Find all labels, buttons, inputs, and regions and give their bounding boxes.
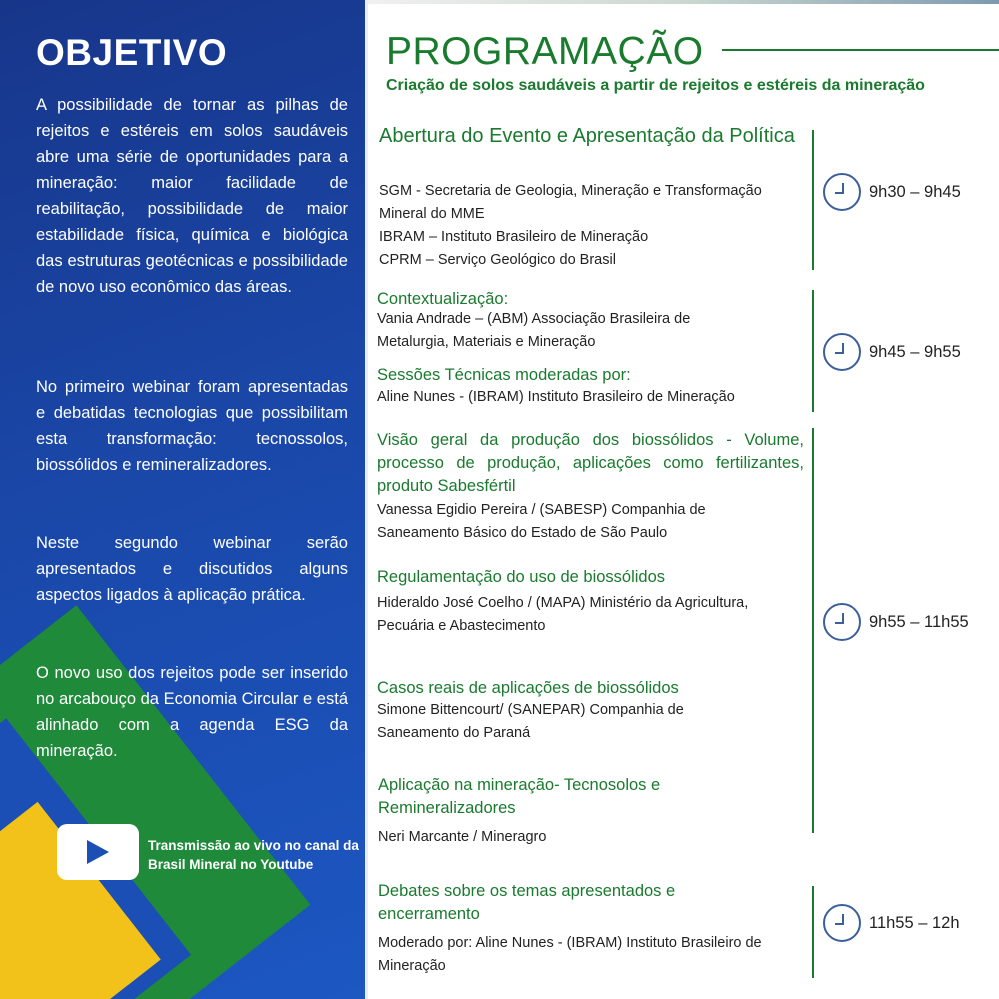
schedule-item-detail: Vania Andrade – (ABM) Associação Brasileira de Metalurgia, Materiais e Mineração — [377, 311, 691, 350]
clock-icon — [823, 603, 861, 641]
schedule-item-heading: Abertura do Evento e Apresentação da Política — [379, 125, 795, 147]
time-label: 11h55 – 12h — [869, 913, 960, 932]
programacao-title: PROGRAMAÇÃO — [386, 30, 704, 73]
title-rule — [722, 49, 999, 51]
schedule-item-detail: SGM - Secretaria de Geologia, Mineração e Transformação Mineral do MME — [379, 183, 762, 222]
time-slot-2 — [823, 333, 961, 371]
youtube-stream-text[interactable]: Transmissão ao vivo no canal da Brasil Mineral no Youtube — [148, 838, 359, 872]
programacao-subtitle: Criação de solos saudáveis a partir de rejeitos e estéreis da mineração — [386, 77, 925, 94]
schedule-item-detail: IBRAM – Instituto Brasileiro de Mineração — [379, 229, 649, 245]
time-slot-1 — [823, 173, 961, 211]
clock-icon — [823, 904, 861, 942]
time-label: 9h45 – 9h55 — [869, 342, 961, 361]
objetivo-paragraph-4: O novo uso dos rejeitos pode ser inserido no arcabouço da Economia Circular e está alinhado com a agenda ESG da mineração. — [36, 664, 348, 760]
schedule-item-detail: Neri Marcante / Mineragro — [378, 829, 547, 845]
schedule-item-heading: Casos reais de aplicações de biossólidos — [377, 679, 679, 697]
top-photo-strip — [368, 0, 999, 4]
clock-icon — [823, 173, 861, 211]
schedule-item-detail: Hideraldo José Coelho / (MAPA) Ministério da Agricultura, Pecuária e Abastecimento — [377, 595, 749, 634]
schedule-item-detail: Vanessa Egidio Pereira / (SABESP) Companhia de Saneamento Básico do Estado de São Paulo — [377, 502, 706, 541]
schedule-item-detail: Moderado por: Aline Nunes - (IBRAM) Instituto Brasileiro de Mineração — [378, 935, 762, 974]
youtube-play-icon — [85, 838, 111, 866]
objetivo-paragraph-2: No primeiro webinar foram apresentadas e debatidas tecnologias que possibilitam esta transformação: tecnossolos, biossólidos e remineralizadores. — [36, 378, 348, 474]
schedule-item-heading: Aplicação na mineração- Tecnosolos e Remineralizadores — [378, 776, 661, 817]
timeline-line-4 — [812, 886, 814, 978]
time-label: 9h55 – 11h55 — [869, 612, 969, 631]
schedule-item-heading: Debates sobre os temas apresentados e encerramento — [378, 882, 676, 923]
timeline-line-3 — [812, 428, 814, 833]
schedule-item-detail: CPRM – Serviço Geológico do Brasil — [379, 252, 616, 268]
time-label: 9h30 – 9h45 — [869, 182, 961, 201]
time-slot-3 — [823, 603, 969, 641]
time-slot-4 — [823, 904, 960, 942]
objetivo-paragraph-3: Neste segundo webinar serão apresentados e discutidos alguns aspectos ligados à aplicação prática. — [36, 534, 348, 604]
clock-icon — [823, 333, 861, 371]
schedule-item-heading: Contextualização: — [377, 290, 509, 308]
schedule-item-detail: Aline Nunes - (IBRAM) Instituto Brasileiro de Mineração — [377, 389, 735, 405]
schedule-item-detail: Simone Bittencourt/ (SANEPAR) Companhia de Saneamento do Paraná — [377, 702, 684, 741]
youtube-play-button[interactable] — [57, 824, 139, 880]
objetivo-paragraph-1: A possibilidade de tornar as pilhas de rejeitos e estéreis em solos saudáveis abre uma série de oportunidades para a mineração: maior facilidade de reabilitação, possibilidade de maior estabilidade física, química e biológica das estruturas geotécnicas e possibilidade de novo uso econômico das áreas. — [36, 96, 348, 296]
timeline-line-2 — [812, 290, 814, 412]
schedule-item-heading: Regulamentação do uso de biossólidos — [377, 568, 666, 586]
objetivo-panel — [0, 0, 365, 999]
objetivo-title: OBJETIVO — [36, 32, 228, 73]
schedule-item-heading: Visão geral da produção dos biossólidos - Volume, processo de produção, aplicações como fertilizantes, produto Sabesfértil — [377, 431, 804, 495]
schedule-item-heading: Sessões Técnicas moderadas por: — [377, 366, 631, 384]
timeline-line-1 — [812, 130, 814, 270]
